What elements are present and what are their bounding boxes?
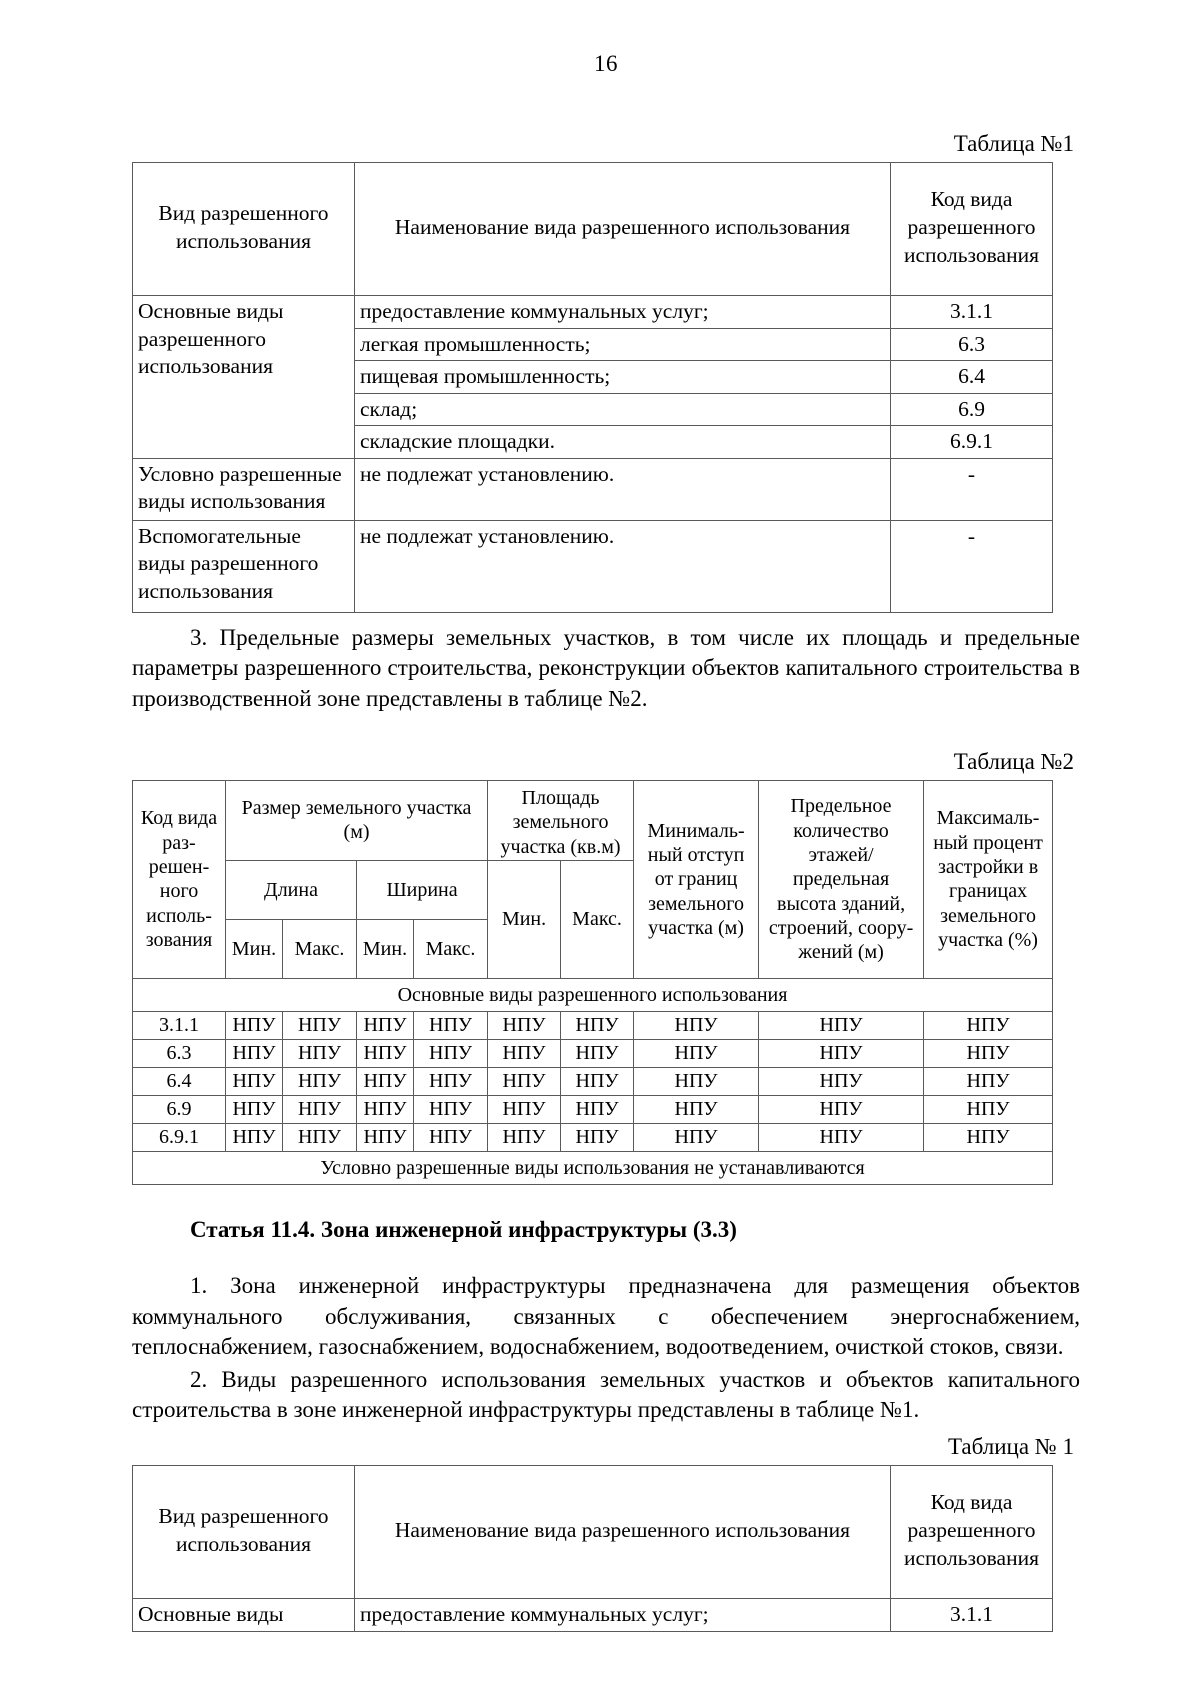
- table2-header-length: Длина: [226, 861, 357, 920]
- table2-row-code: 3.1.1: [133, 1012, 226, 1040]
- table1-use-code: -: [891, 520, 1053, 612]
- table2-head: [133, 780, 1053, 978]
- table2-cell-width-max: НПУ: [414, 1012, 488, 1040]
- table1-use-code: 3.1.1: [891, 296, 1053, 329]
- table2-cell-length-min: НПУ: [226, 1124, 283, 1152]
- table2-cell-coverage: НПУ: [924, 1124, 1053, 1152]
- table2-cell-width-max: НПУ: [414, 1068, 488, 1096]
- table-row: [133, 296, 1053, 329]
- table2-cell-area-max: НПУ: [561, 1068, 634, 1096]
- table3-body: [133, 1599, 1053, 1632]
- table2-header-row-1: [133, 780, 1053, 860]
- table2-header-plot-size: Размер земельного участка (м): [226, 780, 488, 860]
- table1-use-name: не подлежат установлению.: [355, 520, 891, 612]
- table2-row-code: 6.3: [133, 1040, 226, 1068]
- table-permitted-uses-2: [132, 1465, 1053, 1632]
- table1-caption: Таблица №1: [953, 131, 1074, 156]
- table2-section-main-uses: Основные виды разрешенного использования: [133, 979, 1053, 1012]
- table2-cell-area-min: НПУ: [488, 1040, 561, 1068]
- table2-cell-area-max: НПУ: [561, 1040, 634, 1068]
- table2-cell-width-min: НПУ: [357, 1040, 414, 1068]
- table3-use-name: предоставление коммунальных услуг;: [355, 1599, 891, 1632]
- table2-cell-length-min: НПУ: [226, 1068, 283, 1096]
- table-row: [133, 1012, 1053, 1040]
- table2-cell-floors: НПУ: [759, 1012, 924, 1040]
- table2-cell-area-min: НПУ: [488, 1012, 561, 1040]
- table2-cell-length-max: НПУ: [283, 1096, 357, 1124]
- table3-category-main: Основные виды: [133, 1599, 355, 1632]
- paragraph-3: 3. Предельные размеры земельных участков, в том числе их площадь и предельные параметры разрешенного строительства, реконструкции объектов капитального строительства в производственной зоне представлены в таблице №2.: [132, 624, 1080, 712]
- table2-row-code: 6.4: [133, 1068, 226, 1096]
- table2-cell-area-max: НПУ: [561, 1124, 634, 1152]
- table3-header-row: [133, 1466, 1053, 1599]
- table1-use-name: пищевая промышленность;: [355, 361, 891, 394]
- table2-cell-width-max: НПУ: [414, 1040, 488, 1068]
- table1-category-conditional: Условно разрешенные виды использования: [133, 458, 355, 520]
- table2-row-code: 6.9.1: [133, 1124, 226, 1152]
- table-row: [133, 1068, 1053, 1096]
- table2-cell-setback: НПУ: [634, 1012, 759, 1040]
- table2-row-code: 6.9: [133, 1096, 226, 1124]
- table2-header-code: Код вида раз-решен-ного исполь-зования: [133, 780, 226, 978]
- table2-header-length-max: Макс.: [283, 920, 357, 979]
- table2-caption: Таблица №2: [953, 748, 1074, 774]
- table2-cell-length-max: НПУ: [283, 1124, 357, 1152]
- table1-use-name: не подлежат установлению.: [355, 458, 891, 520]
- table2-section-row: [133, 979, 1053, 1012]
- table-row: [133, 520, 1053, 612]
- table1-use-code: -: [891, 458, 1053, 520]
- table1-head: [133, 163, 1053, 296]
- table2-cell-coverage: НПУ: [924, 1096, 1053, 1124]
- table2-header-area-max: Макс.: [561, 861, 634, 979]
- table2-cell-setback: НПУ: [634, 1040, 759, 1068]
- table1-use-code: 6.3: [891, 328, 1053, 361]
- table2-cell-floors: НПУ: [759, 1096, 924, 1124]
- table2-cell-length-min: НПУ: [226, 1096, 283, 1124]
- table1-header-row: [133, 163, 1053, 296]
- table1-body: [133, 296, 1053, 613]
- table-permitted-uses-1: [132, 162, 1053, 613]
- table-row: [133, 458, 1053, 520]
- table1-use-name: предоставление коммунальных услуг;: [355, 296, 891, 329]
- table1-header-usage-code: Код вида разрешенного использования: [891, 163, 1053, 296]
- table2-cell-setback: НПУ: [634, 1124, 759, 1152]
- table2-cell-length-max: НПУ: [283, 1012, 357, 1040]
- table2-header-length-min: Мин.: [226, 920, 283, 979]
- table1-category-main: Основные виды разрешенного использования: [133, 296, 355, 459]
- table1-category-auxiliary: Вспомогательные виды разрешенного использования: [133, 520, 355, 612]
- table2-section-conditional-uses: Условно разрешенные виды использования не устанавливаются: [133, 1152, 1053, 1185]
- table2-cell-width-min: НПУ: [357, 1124, 414, 1152]
- table3-head: [133, 1466, 1053, 1599]
- table2-cell-coverage: НПУ: [924, 1068, 1053, 1096]
- table2-cell-area-max: НПУ: [561, 1012, 634, 1040]
- table3-header-usage-name: Наименование вида разрешенного использования: [355, 1466, 891, 1599]
- table3-header-usage-kind: Вид разрешенного использования: [133, 1466, 355, 1599]
- table2-cell-width-min: НПУ: [357, 1096, 414, 1124]
- table-row: [133, 1096, 1053, 1124]
- table2-header-floors-height: Предельное количество этажей/ предельная высота зданий, строений, соору-жений (м): [759, 780, 924, 978]
- table1-use-name: легкая промышленность;: [355, 328, 891, 361]
- table2-cell-width-max: НПУ: [414, 1096, 488, 1124]
- table2-cell-width-max: НПУ: [414, 1124, 488, 1152]
- table2-cell-width-min: НПУ: [357, 1012, 414, 1040]
- article-heading: Статья 11.4. Зона инженерной инфраструктуры (3.3): [190, 1217, 737, 1243]
- table3-header-usage-code: Код вида разрешенного использования: [891, 1466, 1053, 1599]
- table2-cell-floors: НПУ: [759, 1040, 924, 1068]
- table2-cell-length-min: НПУ: [226, 1012, 283, 1040]
- table2-body: [133, 979, 1053, 1185]
- table2-header-width-min: Мин.: [357, 920, 414, 979]
- table3-caption: Таблица № 1: [947, 1433, 1074, 1459]
- table2-header-area-min: Мин.: [488, 861, 561, 979]
- table1-use-name: склад;: [355, 393, 891, 426]
- table2-cell-area-min: НПУ: [488, 1124, 561, 1152]
- table-row: [133, 1040, 1053, 1068]
- table-row: [133, 1599, 1053, 1632]
- table2-header-width-max: Макс.: [414, 920, 488, 979]
- table2-cell-setback: НПУ: [634, 1096, 759, 1124]
- spacer: [132, 715, 1080, 749]
- table2-cell-coverage: НПУ: [924, 1012, 1053, 1040]
- table2-cell-coverage: НПУ: [924, 1040, 1053, 1068]
- table2-cell-floors: НПУ: [759, 1068, 924, 1096]
- table1-header-usage-name: Наименование вида разрешенного использования: [355, 163, 891, 296]
- table-row: [133, 1124, 1053, 1152]
- table2-header-plot-area: Площадь земельного участка (кв.м): [488, 780, 634, 860]
- table1-use-name: складские площадки.: [355, 426, 891, 459]
- table2-cell-length-min: НПУ: [226, 1040, 283, 1068]
- table2-header-width: Ширина: [357, 861, 488, 920]
- table1-header-usage-kind: Вид разрешенного использования: [133, 163, 355, 296]
- table2-cell-width-min: НПУ: [357, 1068, 414, 1096]
- article-paragraph-2: 2. Виды разрешенного использования земельных участков и объектов капитального строительства в зоне инженерной инфраструктуры представлены в таблице №1.: [132, 1366, 1080, 1423]
- table2-section-row: [133, 1152, 1053, 1185]
- table2-cell-floors: НПУ: [759, 1124, 924, 1152]
- spacer: [132, 1245, 1080, 1261]
- table2-cell-area-min: НПУ: [488, 1068, 561, 1096]
- page-number: 16: [594, 51, 618, 76]
- table1-use-code: 6.9: [891, 393, 1053, 426]
- table2-header-setback: Минималь-ный отступ от границ земельного участка (м): [634, 780, 759, 978]
- table2-cell-setback: НПУ: [634, 1068, 759, 1096]
- table2-cell-area-min: НПУ: [488, 1096, 561, 1124]
- table1-use-code: 6.4: [891, 361, 1053, 394]
- table2-cell-area-max: НПУ: [561, 1096, 634, 1124]
- table-limit-parameters: [132, 780, 1053, 1185]
- table2-cell-length-max: НПУ: [283, 1068, 357, 1096]
- table3-use-code: 3.1.1: [891, 1599, 1053, 1632]
- table2-cell-length-max: НПУ: [283, 1040, 357, 1068]
- article-paragraph-1: 1. Зона инженерной инфраструктуры предназначена для размещения объектов коммунального обслуживания, связанных с обеспечением энергоснабжением, теплоснабжением, газоснабжением, водоснабжением, водоотведением, очисткой стоков, связи.: [132, 1272, 1080, 1360]
- table1-use-code: 6.9.1: [891, 426, 1053, 459]
- table2-header-coverage: Максималь-ный процент застройки в границах земельного участка (%): [924, 780, 1053, 978]
